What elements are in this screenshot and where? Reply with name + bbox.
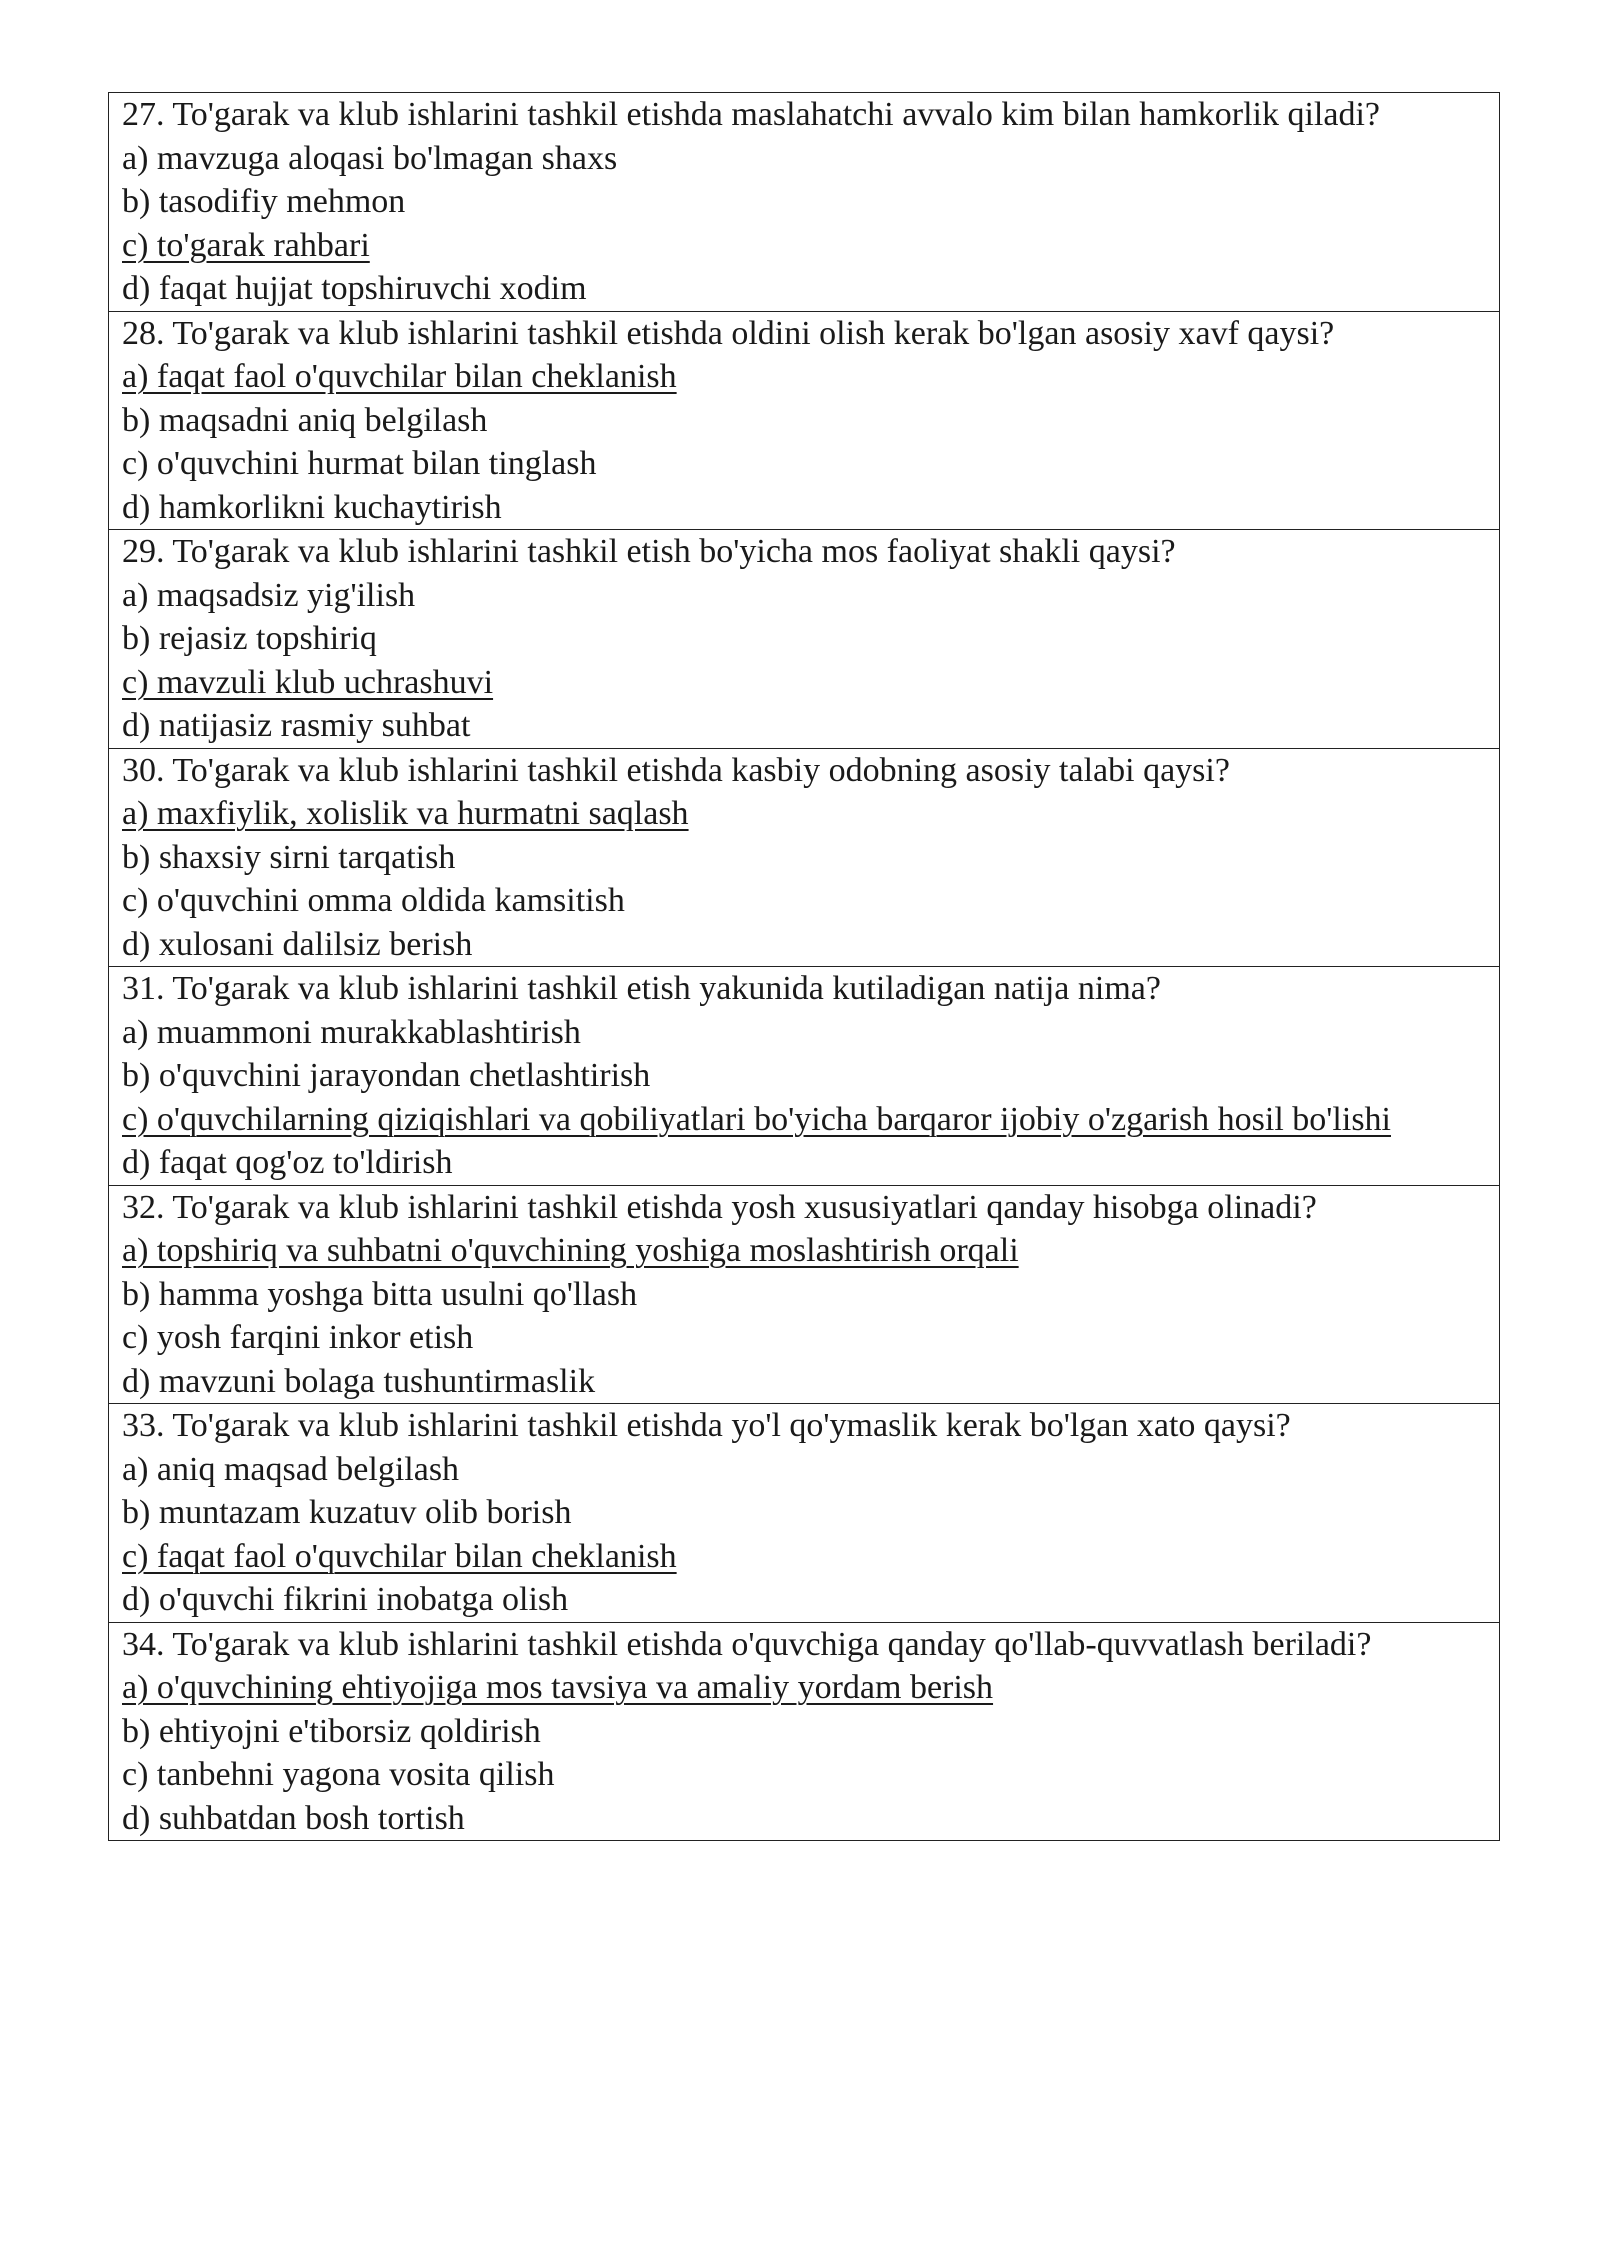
option-d: d) faqat qog'oz to'ldirish <box>122 1144 453 1181</box>
question-text: 33. To'garak va klub ishlarini tashkil etishda yo'l qo'ymaslik kerak bo'lgan xato qaysi? <box>122 1407 1291 1444</box>
option-d: d) o'quvchi fikrini inobatga olish <box>122 1581 569 1618</box>
option-a-correct-answer: a) o'quvchining ehtiyojiga mos tavsiya va amaliy yordam berish <box>122 1669 994 1706</box>
option-d: d) hamkorlikni kuchaytirish <box>122 488 502 526</box>
question-row <box>109 1622 1500 1841</box>
option-a: a) maqsadsiz yig'ilish <box>122 576 416 614</box>
option-a: a) aniq maqsad belgilash <box>122 1450 460 1488</box>
quiz-table-body <box>109 93 1500 1841</box>
question-text: 32. To'garak va klub ishlarini tashkil etishda yosh xususiyatlari qanday hisobga olinadi? <box>122 1188 1317 1226</box>
option-d: d) faqat hujjat topshiruvchi xodim <box>122 270 587 307</box>
option-a: a) mavzuga aloqasi bo'lmagan shaxs <box>122 139 618 177</box>
option-b: b) muntazam kuzatuv olib borish <box>122 1494 572 1531</box>
option-b: b) maqsadni aniq belgilash <box>122 401 488 439</box>
question-cell <box>109 1622 1500 1841</box>
question-row <box>109 748 1500 967</box>
question-cell <box>109 530 1500 749</box>
question-row <box>109 530 1500 749</box>
option-c: c) yosh farqini inkor etish <box>122 1319 474 1356</box>
question-cell <box>109 967 1500 1186</box>
option-b: b) ehtiyojni e'tiborsiz qoldirish <box>122 1712 541 1750</box>
question-text: 27. To'garak va klub ishlarini tashkil etishda maslahatchi avvalo kim bilan hamkorlik qiladi? <box>122 96 1380 133</box>
question-cell <box>109 93 1500 312</box>
question-text: 30. To'garak va klub ishlarini tashkil etishda kasbiy odobning asosiy talabi qaysi? <box>122 751 1230 789</box>
option-d: d) mavzuni bolaga tushuntirmaslik <box>122 1362 596 1400</box>
question-row <box>109 1185 1500 1404</box>
option-c-correct-answer: c) faqat faol o'quvchilar bilan cheklanish <box>122 1537 677 1575</box>
option-b: b) rejasiz topshiriq <box>122 620 377 657</box>
option-b: b) hamma yoshga bitta usulni qo'llash <box>122 1275 638 1313</box>
question-text: 31. To'garak va klub ishlarini tashkil etish yakunida kutiladigan natija nima? <box>122 970 1161 1007</box>
option-c-correct-answer: c) o'quvchilarning qiziqishlari va qobiliyatlari bo'yicha barqaror ijobiy o'zgarish hosil bo'lishi <box>122 1100 1391 1138</box>
option-c: c) o'quvchini hurmat bilan tinglash <box>122 445 597 482</box>
option-a-correct-answer: a) faqat faol o'quvchilar bilan cheklanish <box>122 358 677 395</box>
question-text: 28. To'garak va klub ishlarini tashkil etishda oldini olish kerak bo'lgan asosiy xavf qaysi? <box>122 314 1335 352</box>
option-d: d) xulosani dalilsiz berish <box>122 925 473 963</box>
option-d: d) suhbatdan bosh tortish <box>122 1799 465 1837</box>
option-c: c) o'quvchini omma oldida kamsitish <box>122 882 625 919</box>
option-d: d) natijasiz rasmiy suhbat <box>122 707 471 744</box>
option-b: b) tasodifiy mehmon <box>122 183 406 220</box>
question-text: 34. To'garak va klub ishlarini tashkil etishda o'quvchiga qanday qo'llab-quvvatlash beriladi? <box>122 1625 1372 1663</box>
question-row <box>109 93 1500 312</box>
question-row <box>109 311 1500 530</box>
question-row <box>109 1404 1500 1623</box>
option-b: b) o'quvchini jarayondan chetlashtirish <box>122 1057 651 1094</box>
option-b: b) shaxsiy sirni tarqatish <box>122 838 456 876</box>
option-a-correct-answer: a) maxfiylik, xolislik va hurmatni saqlash <box>122 795 689 832</box>
option-a: a) muammoni murakkablashtirish <box>122 1013 581 1051</box>
question-cell <box>109 1185 1500 1404</box>
option-c: c) tanbehni yagona vosita qilish <box>122 1756 555 1793</box>
option-c-correct-answer: c) mavzuli klub uchrashuvi <box>122 663 494 701</box>
quiz-table <box>108 92 1500 1841</box>
option-c-correct-answer: c) to'garak rahbari <box>122 226 370 264</box>
question-text: 29. To'garak va klub ishlarini tashkil etish bo'yicha mos faoliyat shakli qaysi? <box>122 533 1176 570</box>
question-row <box>109 967 1500 1186</box>
question-cell <box>109 748 1500 967</box>
question-cell <box>109 1404 1500 1623</box>
question-cell <box>109 311 1500 530</box>
option-a-correct-answer: a) topshiriq va suhbatni o'quvchining yoshiga moslashtirish orqali <box>122 1232 1019 1269</box>
